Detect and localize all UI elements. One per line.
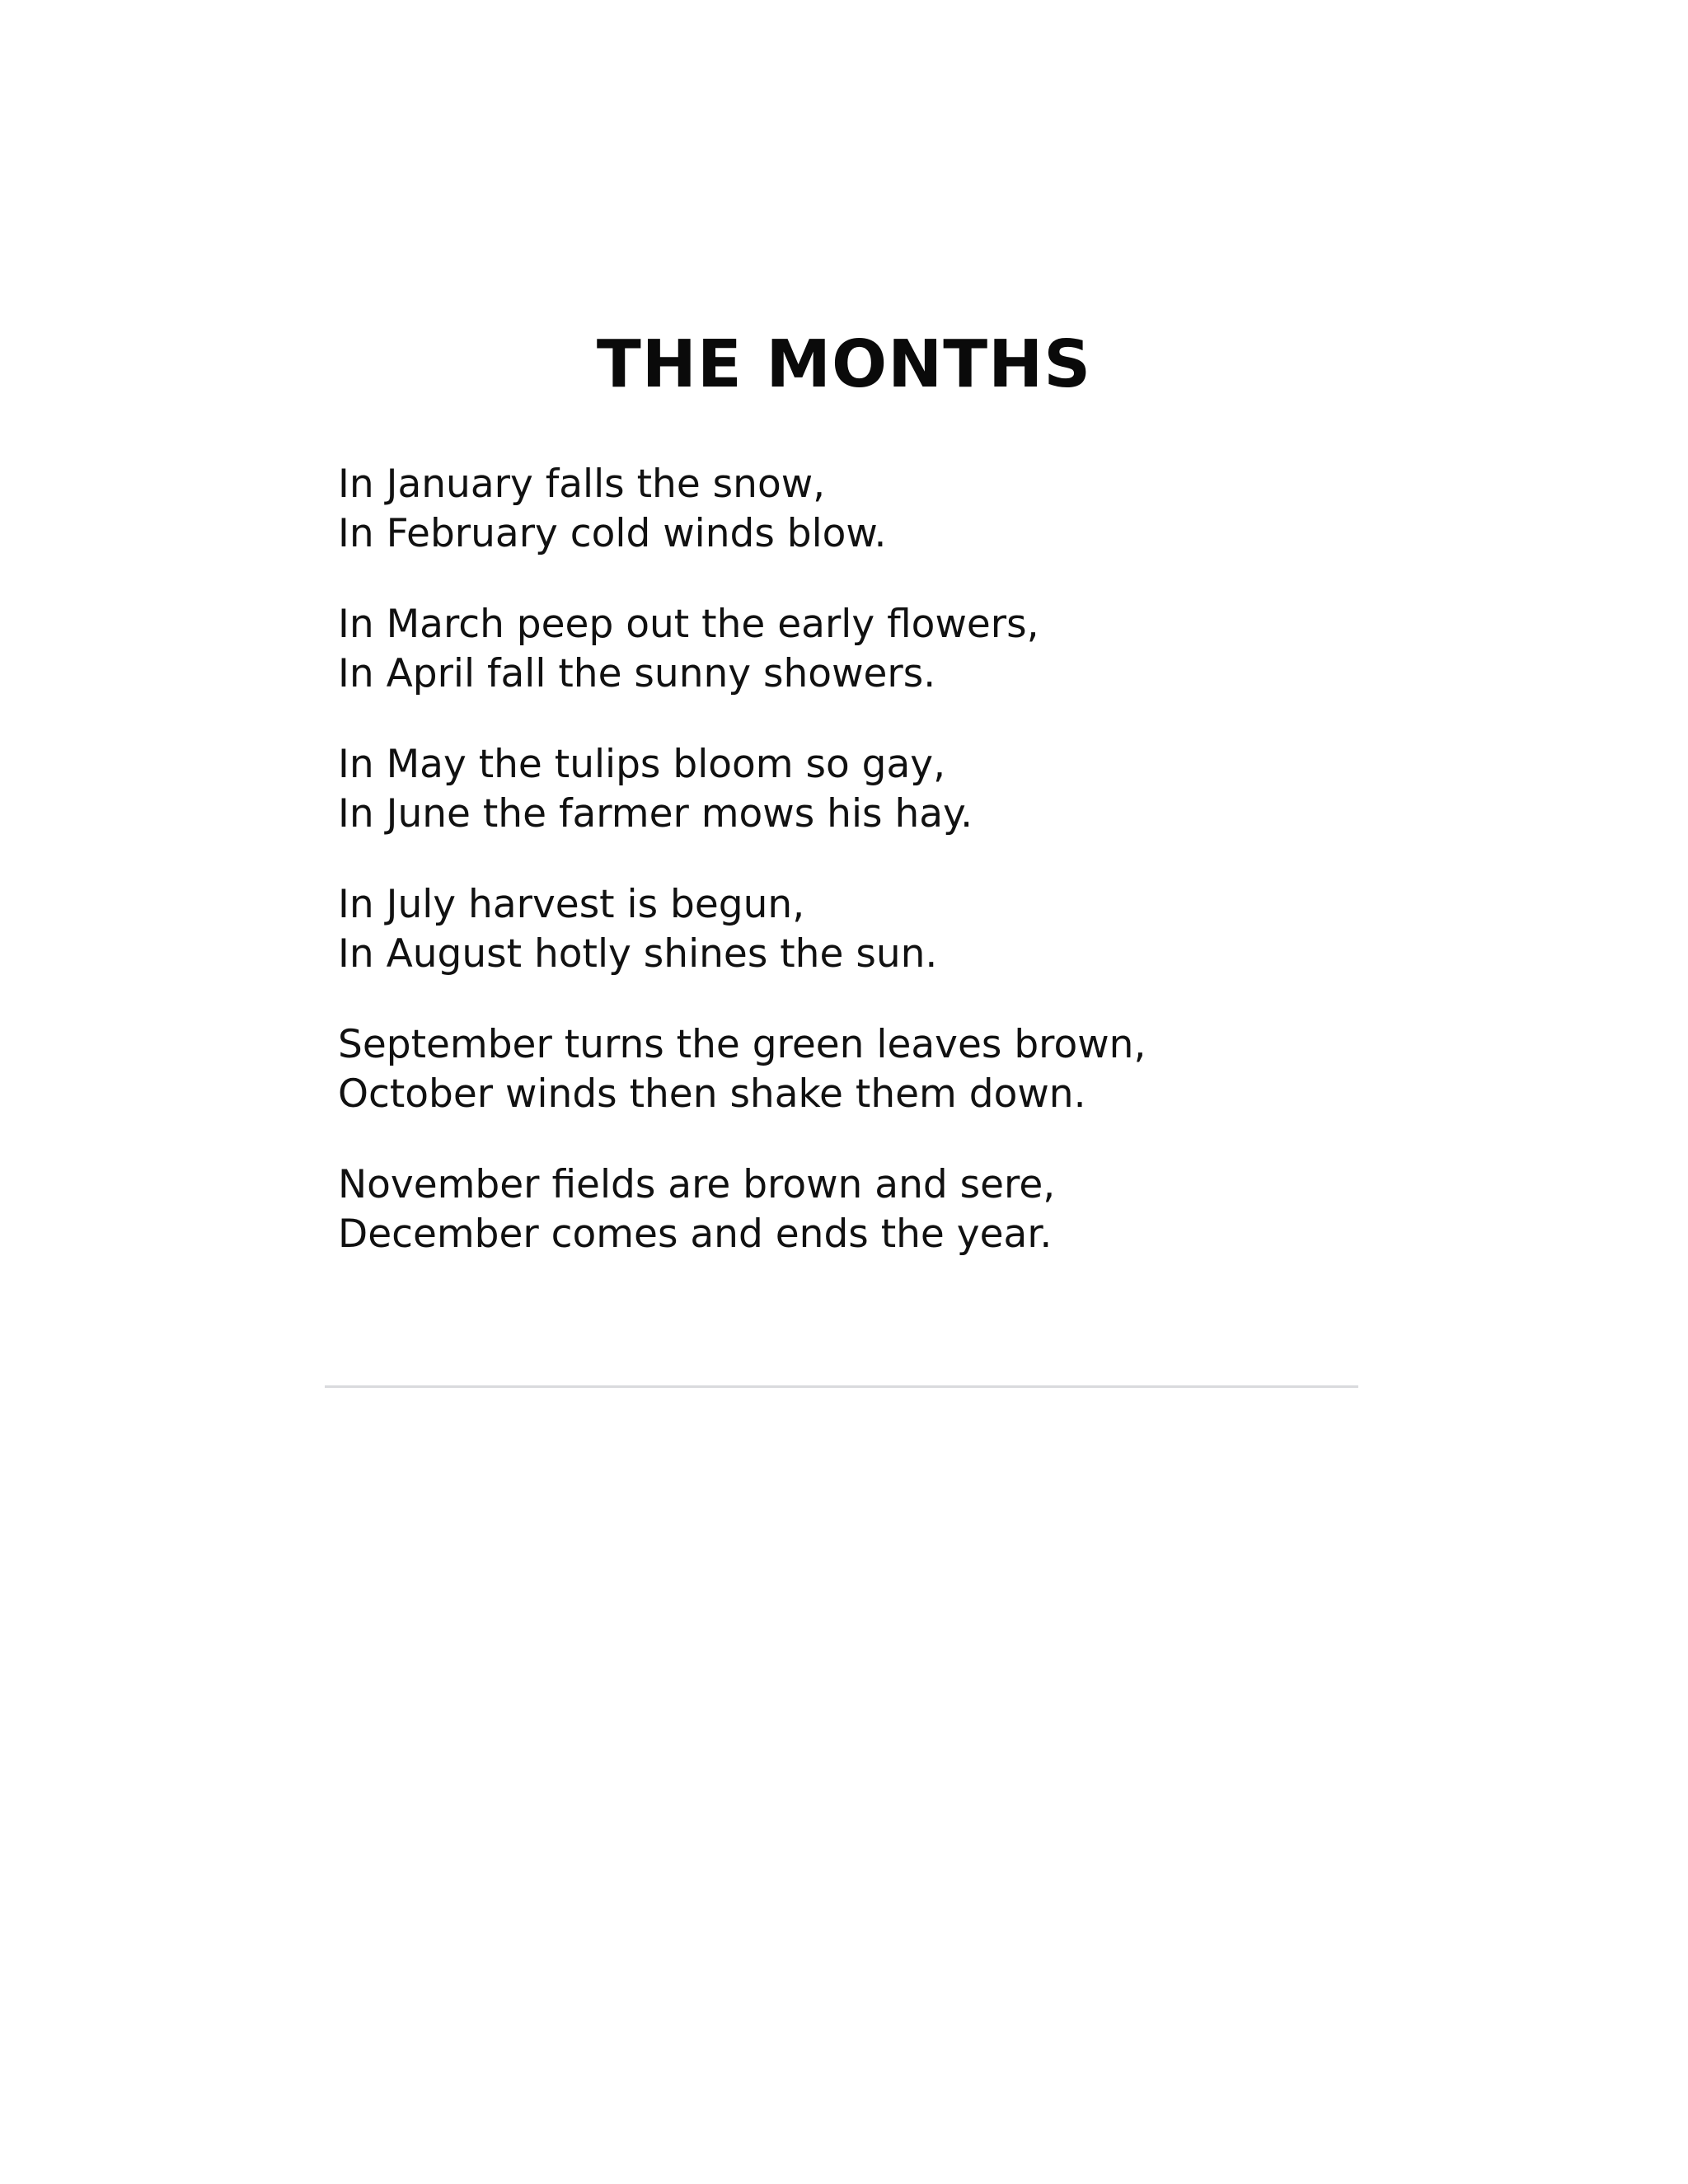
stanza-4	[338, 880, 1409, 979]
poem-line: In June the farmer mows his hay.	[338, 791, 973, 837]
stanza-6	[338, 1160, 1409, 1259]
poem-line: In February cold winds blow.	[338, 511, 887, 556]
poem-line: In April fall the sunny showers.	[338, 651, 936, 696]
poem-line: November fields are brown and sere,	[338, 1162, 1056, 1207]
poem-line: September turns the green leaves brown,	[338, 1022, 1146, 1067]
stanza-5	[338, 1020, 1409, 1119]
stanza-2	[338, 600, 1409, 699]
poem-line: In May the tulips bloom so gay,	[338, 742, 946, 787]
poem-line: In July harvest is begun,	[338, 882, 805, 927]
poem-line: October winds then shake them down.	[338, 1071, 1086, 1117]
poem-line: In August hotly shines the sun.	[338, 931, 938, 977]
stanza-3	[338, 740, 1409, 839]
poem-body	[338, 460, 1409, 1301]
horizontal-divider	[325, 1385, 1358, 1388]
page-title: THE MONTHS	[596, 326, 1092, 402]
poem-line: In January falls the snow,	[338, 462, 826, 507]
poem-line: December comes and ends the year.	[338, 1212, 1053, 1257]
poem-line: In March peep out the early flowers,	[338, 602, 1039, 647]
stanza-1	[338, 460, 1409, 559]
